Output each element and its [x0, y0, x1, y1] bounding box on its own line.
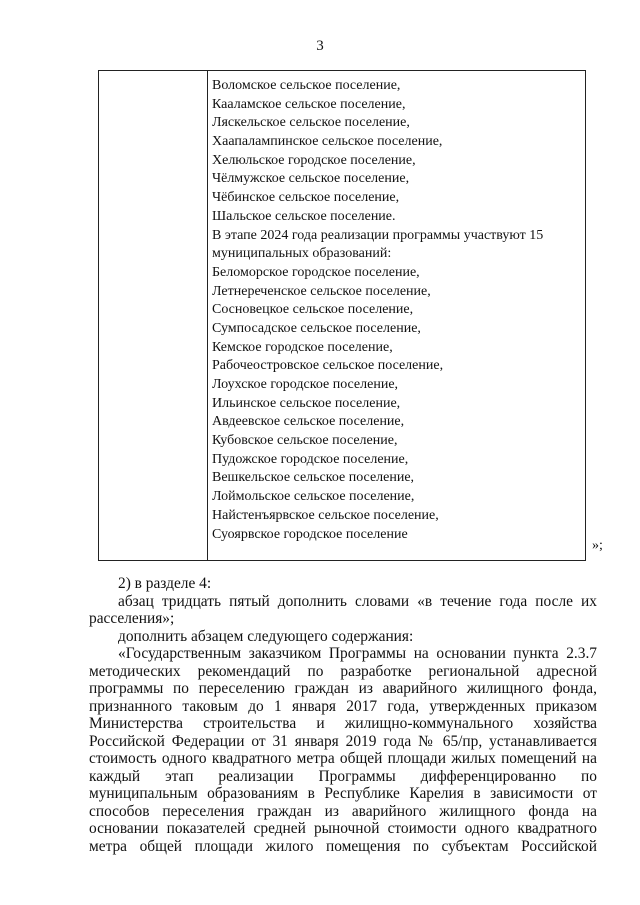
table-line: Кемское городское поселение,	[212, 339, 393, 355]
quote-line: метра общей площади жилого помещения по субъектам Российской	[89, 837, 597, 855]
table-line: Авдеевское сельское поселение,	[212, 414, 405, 430]
table-line: Сосновецкое сельское поселение,	[212, 302, 414, 318]
table-line: Воломское сельское поселение,	[212, 78, 401, 93]
settlements-table	[98, 70, 586, 561]
table-line: Ляскельское сельское поселение,	[212, 115, 410, 131]
quote-line: Министерства строительства и жилищно-коммунального хозяйства	[89, 715, 597, 732]
table-right-column	[212, 77, 581, 544]
table-line: Беломорское городское поселение,	[212, 264, 420, 280]
closing-quote-mark: »;	[592, 538, 603, 553]
quote-line: методических рекомендаций по разработке региональной адресной	[89, 662, 597, 680]
table-line: Сумпосадское сельское поселение,	[212, 320, 421, 336]
table-line: В этапе 2024 года реализации программы участвуют 15	[212, 227, 544, 243]
quote-line: Российской Федерации от 31 января 2019 года № 65/пр, устанавливается	[89, 732, 597, 750]
table-column-divider	[207, 71, 208, 560]
quote-line: стоимость одного квадратного метра общей площади жилых помещений на	[89, 750, 597, 767]
table-line: Суоярвское городское поселение	[212, 526, 408, 542]
table-line: Пудожское городское поселение,	[212, 451, 409, 467]
table-line: Вешкельское сельское поселение,	[212, 470, 415, 486]
quote-line: способов переселения граждан из аварийного жилищного фонда на	[89, 802, 597, 820]
paragraph-line: абзац тридцать пятый дополнить словами «в течение года после их	[118, 592, 597, 610]
table-line: Ильинское сельское поселение,	[212, 395, 401, 411]
table-line: Чёлмужское сельское поселение,	[212, 171, 410, 187]
table-line: Найстенъярвское сельское поселение,	[212, 507, 439, 523]
table-line: Хелюльское городское поселение,	[212, 152, 416, 168]
table-line: Кааламское сельское поселение,	[212, 96, 406, 112]
table-line: Летнереченское сельское поселение,	[212, 283, 431, 299]
table-line: Лоймольское сельское поселение,	[212, 489, 415, 505]
quote-line: «Государственным заказчиком Программы на основании пункта 2.3.7	[118, 645, 597, 662]
quote-line: программы по переселению граждан из аварийного жилищного фонда,	[89, 680, 597, 697]
table-line: Лоухское городское поселение,	[212, 377, 399, 392]
table-line: Шальское сельское поселение.	[212, 208, 396, 224]
section-heading: 2) в разделе 4:	[118, 575, 212, 592]
table-line: Рабочеостровское сельское поселение,	[212, 358, 444, 374]
document-body	[89, 575, 597, 855]
table-line: Чёбинское сельское поселение,	[212, 190, 400, 206]
quote-line: признанного таковым до 1 января 2017 года, утвержденных приказом	[89, 697, 597, 715]
paragraph-line: дополнить абзацем следующего содержания:	[118, 627, 414, 645]
table-line: муниципальных образований:	[212, 246, 392, 262]
table-line: Кубовское сельское поселение,	[212, 433, 398, 449]
quote-line: муниципальным образованиям в Республике Карелия в зависимости от	[89, 785, 597, 802]
page-number: 3	[316, 38, 324, 54]
quote-line: основании показателей средней рыночной стоимости одного квадратного	[89, 820, 597, 837]
quote-line: каждый этап реализации Программы дифференцированно по	[89, 767, 597, 785]
table-line: Хаапалампинское сельское поселение,	[212, 134, 443, 150]
paragraph-line: расселения»;	[89, 610, 175, 627]
